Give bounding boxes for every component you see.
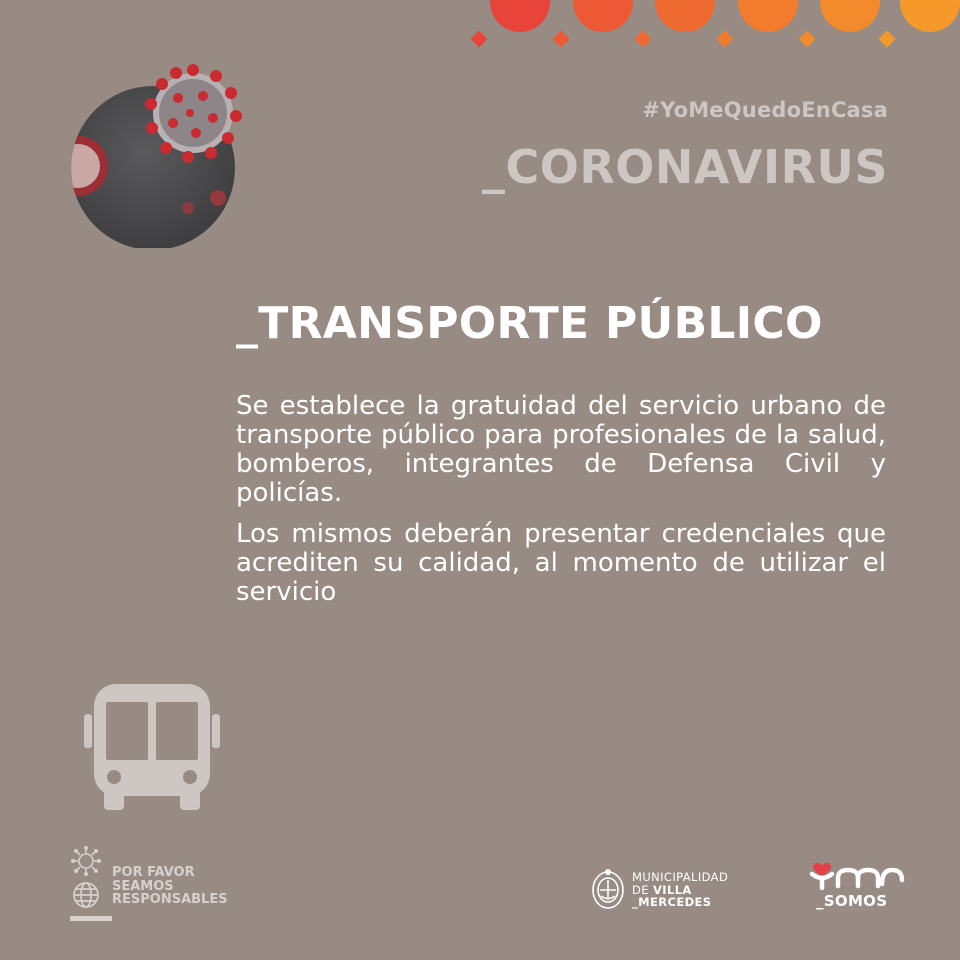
underline-bar — [70, 916, 112, 921]
municipality-line-3: _MERCEDES — [632, 895, 712, 909]
virus-icon — [70, 846, 102, 876]
responsibility-badge — [68, 846, 288, 926]
municipality-logo — [590, 866, 760, 914]
message-line-1: POR FAVOR — [112, 865, 195, 880]
municipality-line-2-prefix: DE — [632, 882, 649, 897]
municipal-crest-icon — [590, 868, 626, 910]
somos-symbol — [808, 858, 908, 890]
municipality-name — [632, 871, 728, 909]
message-line-3: RESPONSABLES — [112, 892, 228, 907]
paragraph-1: Se establece la gratuidad del servicio urbano de transporte público para profesionales de la salud, bomberos, integrantes de Defensa Civil y policías. — [236, 391, 886, 508]
bus-icon — [84, 684, 220, 812]
decorative-dots — [0, 0, 960, 60]
section-title: _CORONAVIRUS — [482, 140, 888, 194]
brand-label: _SOMOS — [816, 892, 888, 910]
hashtag: #YoMeQuedoEnCasa — [642, 98, 888, 122]
municipality-line-2-bold: VILLA — [652, 882, 692, 897]
page-title: _TRANSPORTE PÚBLICO — [236, 298, 823, 349]
coronavirus-illustration — [68, 58, 258, 248]
body-text — [236, 392, 886, 619]
globe-icon — [71, 880, 101, 910]
paragraph-2: Los mismos deberán presentar credenciales que acrediten su calidad, al momento de utilizar el servicio — [236, 519, 886, 607]
message-line-2: SEAMOS — [112, 878, 174, 894]
somos-logo — [806, 858, 910, 914]
municipality-line-1: MUNICIPALIDAD — [632, 870, 729, 884]
responsibility-message — [112, 866, 228, 907]
